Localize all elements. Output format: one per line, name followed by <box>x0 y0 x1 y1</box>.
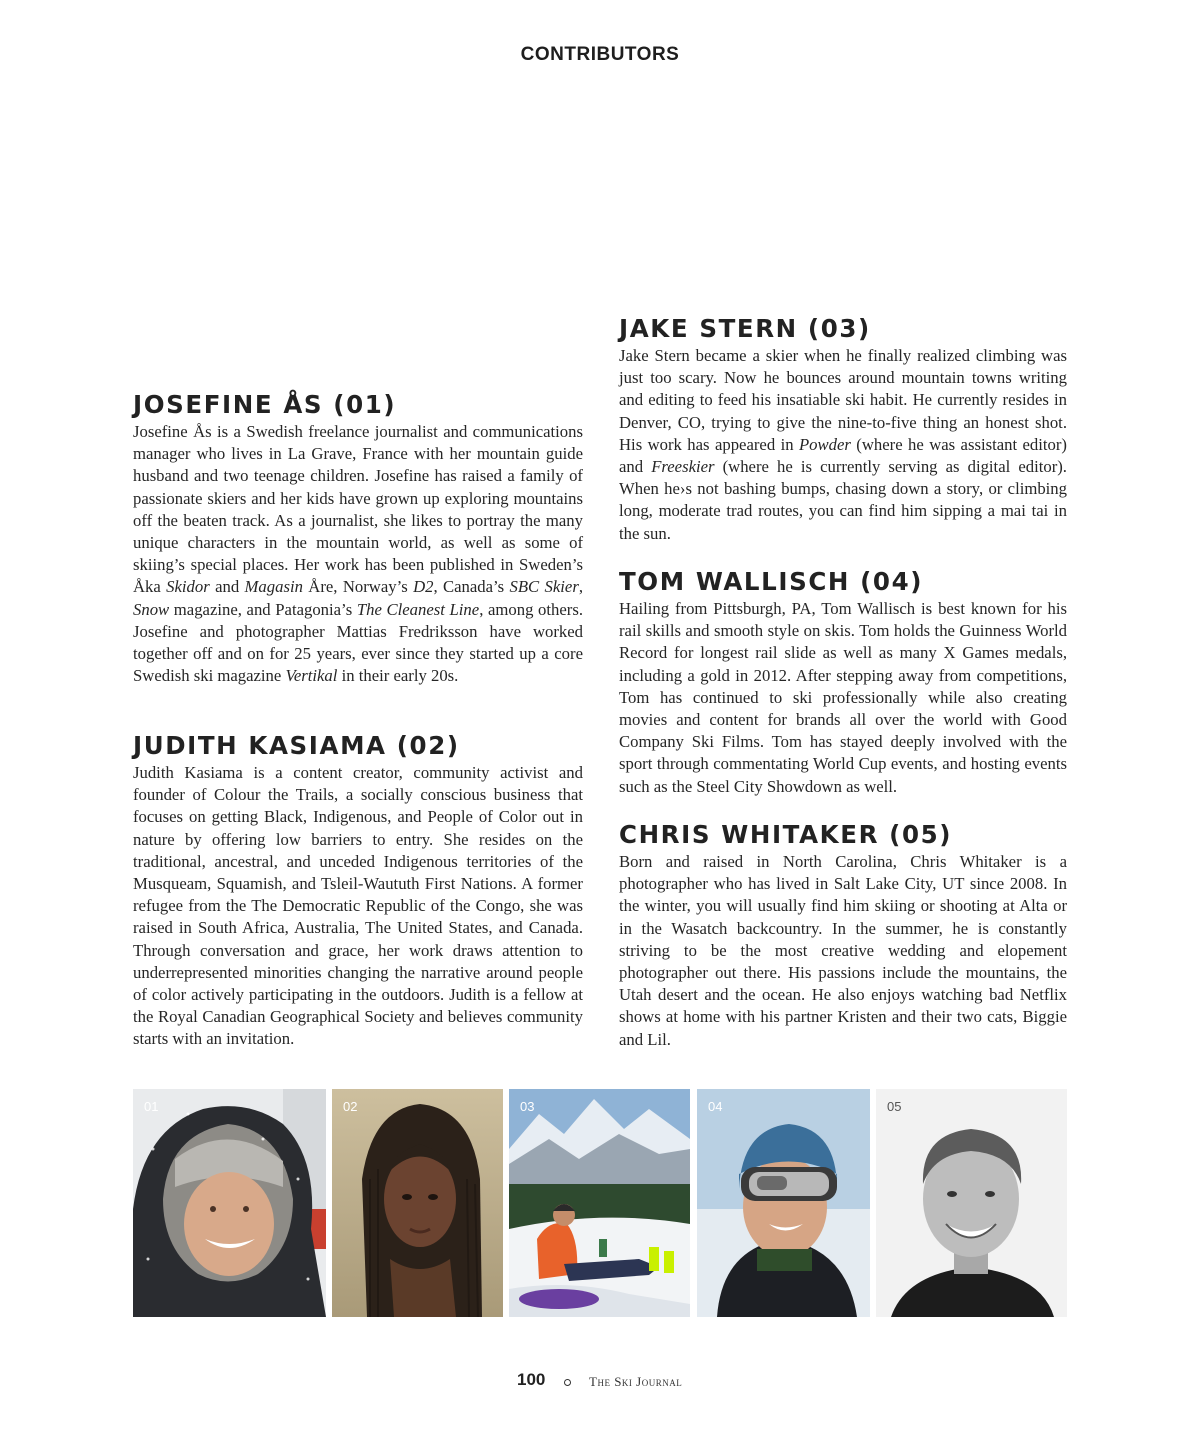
contributor-text: Judith Kasiama is a content creator, community activist and founder of Colour the Trails, a socially conscious business that focuses on getting Black, Indigenous, and People of Color out in nature by offering low barriers to entry. She resides on the traditional, ancestral, and unceded Indigenous territories of the Musqueam, Squamish, and Tsleil-Waututh First Nations. A former refugee from the The Democratic Republic of the Congo, she was raised in South Africa, Australia, The United States, and Canada. Through conversation and grace, her work draws attention to underrepresented minorities changing the narrative around people of color actively participating in the outdoors. Judith is a fellow at the Royal Canadian Geographical Society and believes community starts with an invitation. <box>133 763 583 1049</box>
contributor-photo <box>133 1089 326 1317</box>
contributor-photo <box>876 1089 1067 1317</box>
contributor-bio <box>619 567 1067 798</box>
page-footer <box>0 1370 1200 1394</box>
portrait-image <box>332 1089 503 1317</box>
contributor-name: TOM WALLISCH (04) <box>619 567 924 596</box>
contributor-photo <box>509 1089 690 1317</box>
contributor-name: CHRIS WHITAKER (05) <box>619 820 953 849</box>
separator-dot-icon <box>564 1379 571 1386</box>
portrait-image <box>876 1089 1067 1317</box>
contributor-name: JUDITH KASIAMA (02) <box>133 731 460 760</box>
contributor-text: Hailing from Pittsburgh, PA, Tom Wallisch is best known for his rail skills and smooth style on skis. Tom holds the Guinness World Record for longest rail slide as well as many X Games medals, including a gold in 2012. After stepping away from competitions, Tom has continued to ski professionally while also creating movies and content for brands all over the world with Good Company Ski Films. Tom has stayed deeply involved with the sport through commentating World Cup events, and hosting events such as the Steel City Showdown as well. <box>619 599 1067 796</box>
contributor-text: Born and raised in North Carolina, Chris Whitaker is a photographer who has lived in Salt Lake City, UT since 2008. In the winter, you will usually find him skiing or shooting at Alta or in the Wasatch backcountry. In the summer, he is constantly striving to be the most creative wedding and elopement photographer out there. His passions include the mountains, the Utah desert and the ocean. He also enjoys watching bad Netflix shows at home with his partner Kristen and their two cats, Biggie and Lil. <box>619 852 1067 1049</box>
contributor-photo <box>697 1089 870 1317</box>
photo-label: 04 <box>708 1099 723 1114</box>
photo-label: 02 <box>343 1099 358 1114</box>
contributor-bio <box>133 390 583 687</box>
portrait-image <box>133 1089 326 1317</box>
contributor-name: JAKE STERN (03) <box>619 314 871 343</box>
contributor-photo <box>332 1089 503 1317</box>
photo-label: 03 <box>520 1099 535 1114</box>
contributor-bio <box>133 731 583 1051</box>
portrait-image <box>697 1089 870 1317</box>
photo-label: 05 <box>887 1099 902 1114</box>
scene-image <box>509 1089 690 1317</box>
contributor-bio <box>619 820 1067 1051</box>
section-title: CONTRIBUTORS <box>520 44 680 65</box>
contributor-text: Josefine Ås is a Swedish freelance journalist and communications manager who lives in La Grave, France with her mountain guide husband and two teenage children. Josefine has raised a family of passionate skiers and her kids have grown up exploring mountains off the beaten track. As a journalist, she likes to portray the many unique characters in the mountain world, as well as some of skiing’s special places. Her work has been published in Sweden’s Åka Skidor and Magasin Åre, Norway’s D2, Canada’s SBC Skier, Snow magazine, and Patagonia’s The Cleanest Line, among others. Josefine and photographer Mattias Fredriksson have worked together off and on for 25 years, ever since they started up a core Swedish ski magazine Vertikal in their early 20s. <box>133 422 583 686</box>
publication-name: The Ski Journal <box>589 1374 683 1389</box>
contributor-bio <box>619 314 1067 545</box>
page-number: 100 <box>517 1370 546 1389</box>
contributor-text: Jake Stern became a skier when he finally realized climbing was just too scary. Now he bounces around mountain towns writing and editing to feed his insatiable ski habit. He currently resides in Denver, CO, trying to give the nine-to-five thing an honest shot. His work has appeared in Powder (where he was assistant editor) and Freeskier (where he is currently serving as digital editor). When he›s not bashing bumps, chasing down a story, or climbing long, moderate trad routes, you can find him sipping a mai tai in the sun. <box>619 346 1067 543</box>
photo-label: 01 <box>144 1099 159 1114</box>
contributor-name: JOSEFINE ÅS (01) <box>133 390 397 419</box>
